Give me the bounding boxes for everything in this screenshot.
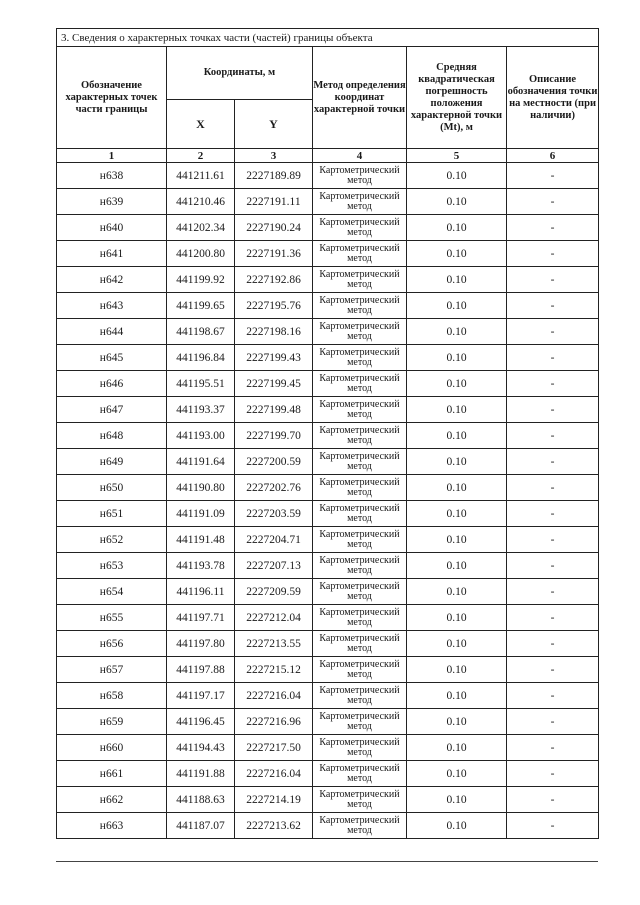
table-row [57,293,599,319]
coord-y-cell: 2227189.89 [235,163,313,189]
table-row [57,605,599,631]
table-row [57,501,599,527]
point-id-cell: н647 [57,397,167,423]
point-id-cell: н660 [57,735,167,761]
method-cell: Картометрический метод [313,813,407,839]
coord-y-cell: 2227191.36 [235,241,313,267]
coord-y-cell: 2227212.04 [235,605,313,631]
column-numbers-row [57,149,599,163]
description-cell: - [507,267,599,293]
table-row [57,267,599,293]
description-cell: - [507,189,599,215]
section-title: 3. Сведения о характерных точках части (частей) границы объекта [57,29,599,47]
description-cell: - [507,163,599,189]
table-row [57,527,599,553]
coord-x-cell: 441197.80 [167,631,235,657]
point-id-cell: н652 [57,527,167,553]
coord-y-cell: 2227195.76 [235,293,313,319]
method-cell: Картометрический метод [313,657,407,683]
error-cell: 0.10 [407,813,507,839]
point-id-cell: н656 [57,631,167,657]
error-cell: 0.10 [407,709,507,735]
coord-y-cell: 2227209.59 [235,579,313,605]
coord-x-cell: 441200.80 [167,241,235,267]
coord-x-cell: 441187.07 [167,813,235,839]
method-cell: Картометрический метод [313,319,407,345]
coord-x-cell: 441199.65 [167,293,235,319]
coord-x-cell: 441197.71 [167,605,235,631]
description-cell: - [507,423,599,449]
description-cell: - [507,527,599,553]
coord-y-cell: 2227216.04 [235,683,313,709]
coord-x-cell: 441193.00 [167,423,235,449]
error-cell: 0.10 [407,163,507,189]
coord-y-cell: 2227217.50 [235,735,313,761]
coord-y-cell: 2227204.71 [235,527,313,553]
table-row [57,657,599,683]
coord-x-cell: 441197.88 [167,657,235,683]
point-id-cell: н659 [57,709,167,735]
header-designation: Обозначение характерных точек части границы [57,47,167,149]
coord-x-cell: 441198.67 [167,319,235,345]
table-row [57,553,599,579]
description-cell: - [507,241,599,267]
document-page [56,28,598,839]
point-id-cell: н638 [57,163,167,189]
header-y: Y [235,100,313,149]
coord-y-cell: 2227200.59 [235,449,313,475]
description-cell: - [507,605,599,631]
coord-y-cell: 2227191.11 [235,189,313,215]
error-cell: 0.10 [407,345,507,371]
coord-y-cell: 2227216.04 [235,761,313,787]
table-row [57,761,599,787]
method-cell: Картометрический метод [313,787,407,813]
coord-x-cell: 441188.63 [167,787,235,813]
method-cell: Картометрический метод [313,579,407,605]
error-cell: 0.10 [407,215,507,241]
method-cell: Картометрический метод [313,241,407,267]
table-row [57,449,599,475]
method-cell: Картометрический метод [313,345,407,371]
description-cell: - [507,631,599,657]
description-cell: - [507,683,599,709]
coord-y-cell: 2227199.43 [235,345,313,371]
error-cell: 0.10 [407,189,507,215]
coord-y-cell: 2227199.70 [235,423,313,449]
coord-x-cell: 441193.37 [167,397,235,423]
description-cell: - [507,501,599,527]
method-cell: Картометрический метод [313,475,407,501]
error-cell: 0.10 [407,319,507,345]
coord-x-cell: 441196.84 [167,345,235,371]
header-error: Средняя квадратическая погрешность положения характерной точки (Mt), м [407,47,507,149]
table-row [57,813,599,839]
error-cell: 0.10 [407,631,507,657]
coord-x-cell: 441210.46 [167,189,235,215]
table-row [57,215,599,241]
coord-x-cell: 441191.09 [167,501,235,527]
description-cell: - [507,657,599,683]
description-cell: - [507,371,599,397]
description-cell: - [507,475,599,501]
error-cell: 0.10 [407,241,507,267]
error-cell: 0.10 [407,449,507,475]
column-number: 5 [407,149,507,163]
coord-y-cell: 2227199.48 [235,397,313,423]
coord-y-cell: 2227207.13 [235,553,313,579]
table-row [57,475,599,501]
header-method: Метод определения координат характерной точки [313,47,407,149]
table-row [57,163,599,189]
method-cell: Картометрический метод [313,397,407,423]
method-cell: Картометрический метод [313,371,407,397]
coord-y-cell: 2227214.19 [235,787,313,813]
table-row [57,787,599,813]
table-row [57,241,599,267]
table-row [57,579,599,605]
point-id-cell: н644 [57,319,167,345]
column-number: 4 [313,149,407,163]
coord-x-cell: 441196.11 [167,579,235,605]
column-number: 1 [57,149,167,163]
table-row [57,683,599,709]
point-id-cell: н658 [57,683,167,709]
method-cell: Картометрический метод [313,293,407,319]
description-cell: - [507,215,599,241]
point-id-cell: н641 [57,241,167,267]
error-cell: 0.10 [407,423,507,449]
method-cell: Картометрический метод [313,553,407,579]
method-cell: Картометрический метод [313,527,407,553]
coord-x-cell: 441193.78 [167,553,235,579]
description-cell: - [507,787,599,813]
description-cell: - [507,761,599,787]
coord-x-cell: 441191.64 [167,449,235,475]
description-cell: - [507,709,599,735]
point-id-cell: н645 [57,345,167,371]
error-cell: 0.10 [407,475,507,501]
table-row [57,735,599,761]
error-cell: 0.10 [407,371,507,397]
point-id-cell: н643 [57,293,167,319]
point-id-cell: н648 [57,423,167,449]
point-id-cell: н662 [57,787,167,813]
coord-y-cell: 2227213.55 [235,631,313,657]
table-row [57,189,599,215]
method-cell: Картометрический метод [313,267,407,293]
point-id-cell: н661 [57,761,167,787]
coord-x-cell: 441196.45 [167,709,235,735]
description-cell: - [507,397,599,423]
error-cell: 0.10 [407,267,507,293]
point-id-cell: н649 [57,449,167,475]
coord-y-cell: 2227198.16 [235,319,313,345]
table-row [57,397,599,423]
point-id-cell: н657 [57,657,167,683]
error-cell: 0.10 [407,397,507,423]
header-row [57,47,599,100]
coord-y-cell: 2227216.96 [235,709,313,735]
point-id-cell: н642 [57,267,167,293]
characteristic-points-table [56,28,599,839]
header-x: X [167,100,235,149]
table-row [57,631,599,657]
coord-y-cell: 2227192.86 [235,267,313,293]
description-cell: - [507,293,599,319]
point-id-cell: н655 [57,605,167,631]
coord-y-cell: 2227190.24 [235,215,313,241]
point-id-cell: н663 [57,813,167,839]
section-title-row [57,29,599,47]
error-cell: 0.10 [407,553,507,579]
table-body [57,163,599,839]
method-cell: Картометрический метод [313,683,407,709]
coord-x-cell: 441199.92 [167,267,235,293]
method-cell: Картометрический метод [313,501,407,527]
point-id-cell: н654 [57,579,167,605]
point-id-cell: н651 [57,501,167,527]
error-cell: 0.10 [407,605,507,631]
error-cell: 0.10 [407,293,507,319]
error-cell: 0.10 [407,761,507,787]
method-cell: Картометрический метод [313,163,407,189]
description-cell: - [507,735,599,761]
method-cell: Картометрический метод [313,189,407,215]
footer-divider [56,861,598,862]
point-id-cell: н650 [57,475,167,501]
table-row [57,371,599,397]
method-cell: Картометрический метод [313,735,407,761]
header-description: Описание обозначения точки на местности (при наличии) [507,47,599,149]
table-row [57,709,599,735]
error-cell: 0.10 [407,657,507,683]
error-cell: 0.10 [407,527,507,553]
coord-x-cell: 441191.88 [167,761,235,787]
method-cell: Картометрический метод [313,605,407,631]
coord-y-cell: 2227215.12 [235,657,313,683]
coord-x-cell: 441191.48 [167,527,235,553]
coord-x-cell: 441194.43 [167,735,235,761]
error-cell: 0.10 [407,683,507,709]
description-cell: - [507,319,599,345]
coord-x-cell: 441197.17 [167,683,235,709]
method-cell: Картометрический метод [313,709,407,735]
coord-y-cell: 2227213.62 [235,813,313,839]
method-cell: Картометрический метод [313,423,407,449]
method-cell: Картометрический метод [313,761,407,787]
coord-y-cell: 2227199.45 [235,371,313,397]
description-cell: - [507,553,599,579]
point-id-cell: н646 [57,371,167,397]
column-number: 2 [167,149,235,163]
description-cell: - [507,345,599,371]
coord-x-cell: 441195.51 [167,371,235,397]
coord-y-cell: 2227203.59 [235,501,313,527]
error-cell: 0.10 [407,735,507,761]
table-row [57,345,599,371]
method-cell: Картометрический метод [313,215,407,241]
coord-y-cell: 2227202.76 [235,475,313,501]
method-cell: Картометрический метод [313,449,407,475]
table-row [57,319,599,345]
method-cell: Картометрический метод [313,631,407,657]
description-cell: - [507,449,599,475]
description-cell: - [507,579,599,605]
column-number: 3 [235,149,313,163]
description-cell: - [507,813,599,839]
table-row [57,423,599,449]
header-coordinates: Координаты, м [167,47,313,100]
error-cell: 0.10 [407,501,507,527]
column-number: 6 [507,149,599,163]
coord-x-cell: 441202.34 [167,215,235,241]
point-id-cell: н653 [57,553,167,579]
error-cell: 0.10 [407,579,507,605]
coord-x-cell: 441190.80 [167,475,235,501]
error-cell: 0.10 [407,787,507,813]
coord-x-cell: 441211.61 [167,163,235,189]
point-id-cell: н640 [57,215,167,241]
point-id-cell: н639 [57,189,167,215]
